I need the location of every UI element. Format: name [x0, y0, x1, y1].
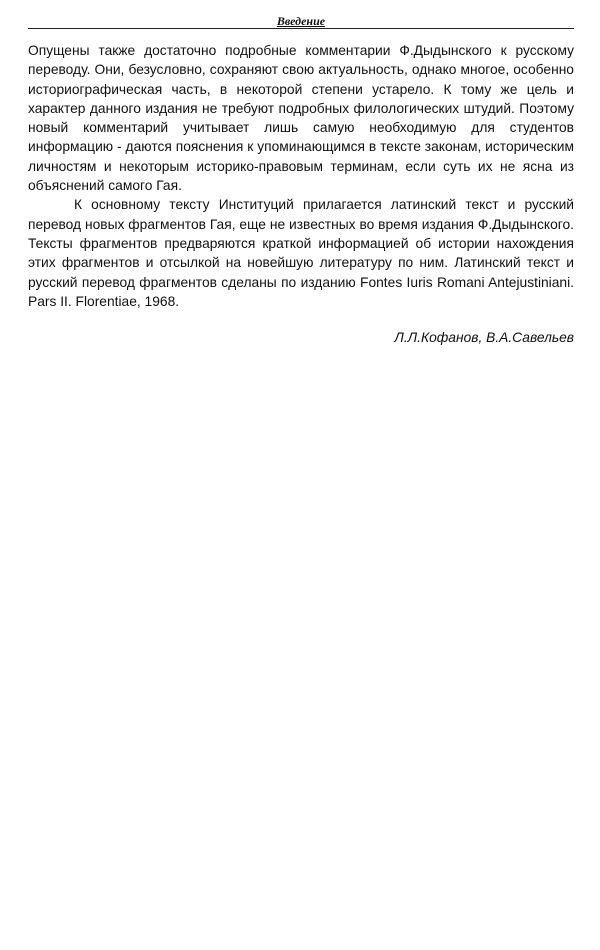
body-text: [28, 41, 574, 347]
running-header: [28, 11, 574, 35]
paragraph-fragments: К основному тексту Институций прилагается латинский текст и русский перевод новых фрагментов Гая, еще не известных во время издания Ф.Дыдынского. Тексты фрагментов предваряются краткой информацией об истории нахождения этих фрагментов и отсылкой на новейшую литературу по ним. Латинский текст и русский перевод фрагментов сделаны по изданию Fontes Iuris Romani Antejustiniani. Pars II. Florentiae, 1968.: [28, 197, 574, 309]
header-rule: [28, 28, 574, 29]
header-title: Введение: [273, 14, 329, 28]
paragraph-commentary: Опущены также достаточно подробные комментарии Ф.Дыдынского к русскому переводу. Они, безусловно, сохраняют свою актуальность, однако многое, особенно историографическая часть, в некоторой степени устарело. К тому же цель и характер данного издания не требуют подробных филологических штудий. Поэтому новый комментарий учитывает лишь самую необходимую для студентов информацию - даются пояснения к упоминающимся в тексте законам, историческим личностям и некоторым историко-правовым терминам, если суть их не ясна из объяснений самого Гая.: [28, 43, 574, 194]
author-signature: Л.Л.Кофанов, В.А.Савельев: [394, 330, 574, 346]
